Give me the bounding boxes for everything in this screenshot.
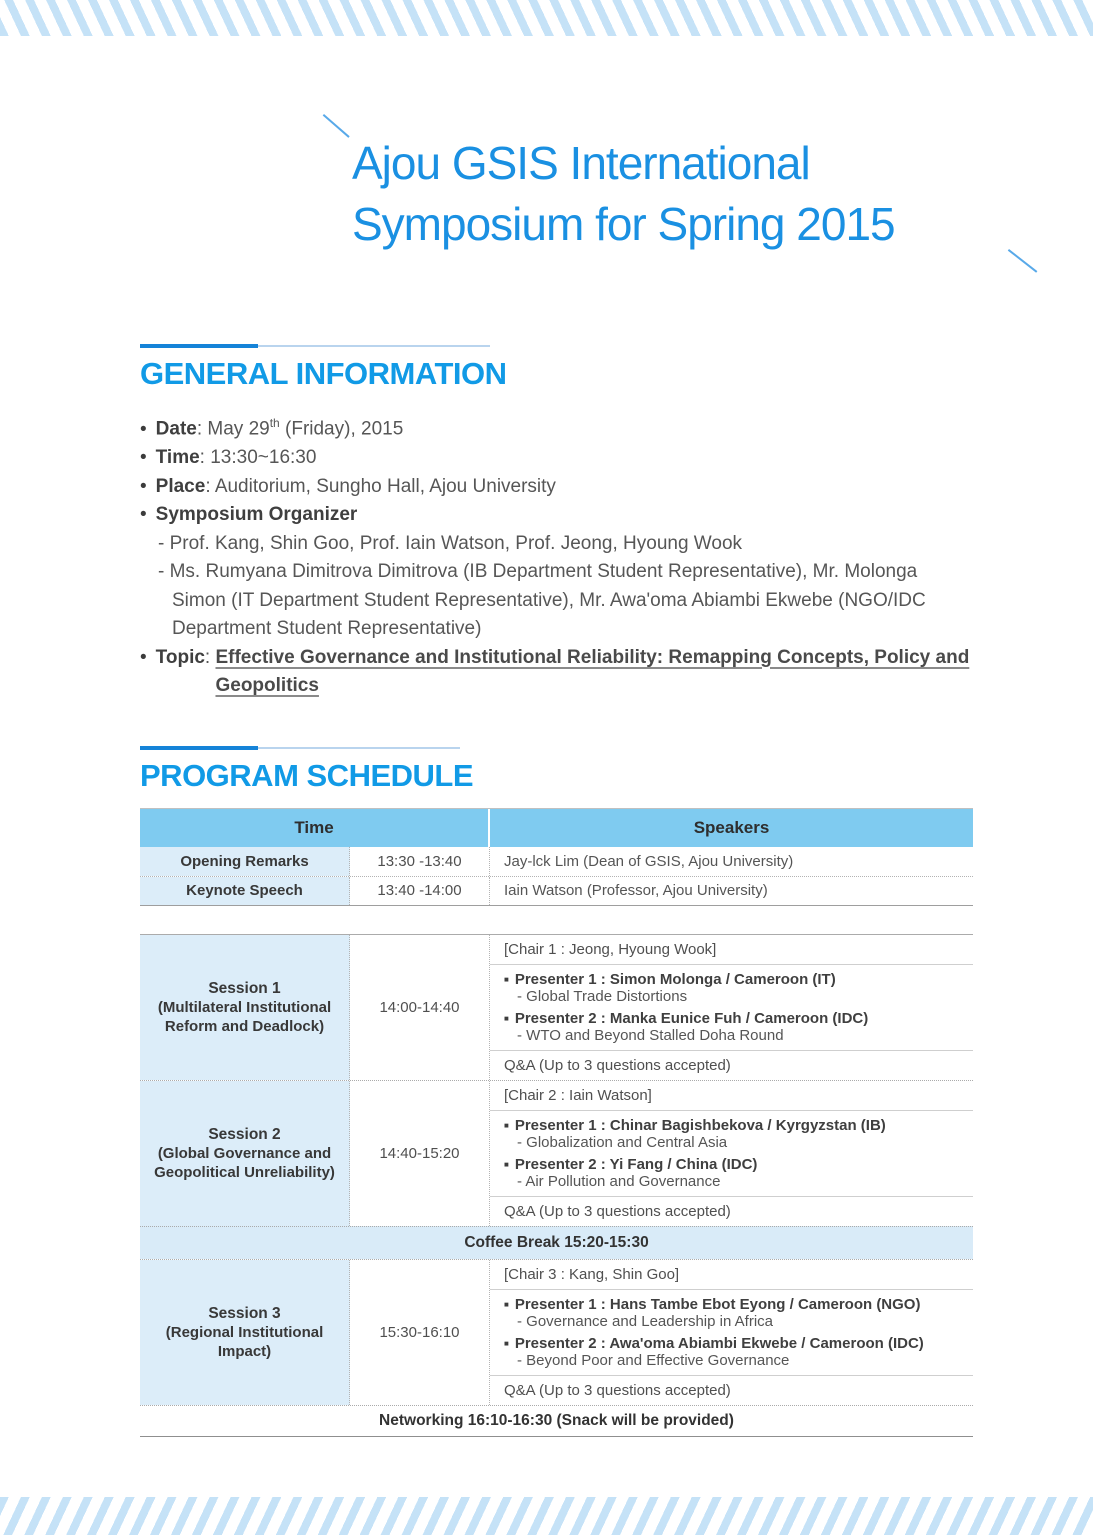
presenter-topic: - Beyond Poor and Effective Governance bbox=[517, 1351, 790, 1369]
qa-row: Q&A (Up to 3 questions accepted) bbox=[504, 1056, 731, 1074]
presenter-title: ■ Presenter 2 : Awa'oma Abiambi Ekwebe / Cameroon (IDC) bbox=[504, 1335, 959, 1352]
presenter-title: ■ Presenter 1 : Simon Molonga / Cameroon (IT) bbox=[504, 971, 959, 988]
chair-row: [Chair 1 : Jeong, Hyoung Wook] bbox=[490, 935, 973, 965]
general-info-list bbox=[140, 409, 973, 700]
time-label: Time bbox=[155, 447, 200, 469]
session-name: Session 1 bbox=[208, 979, 281, 997]
topic-separator: : bbox=[204, 646, 216, 668]
presenters-row bbox=[490, 1290, 973, 1376]
session-subtitle: (Multilateral Institutional Reform and Deadlock) bbox=[157, 998, 332, 1035]
organizer-entry: - Prof. Kang, Shin Goo, Prof. Iain Watson, Prof. Jeong, Hyoung Wook bbox=[158, 532, 743, 554]
rule-light-segment bbox=[258, 747, 460, 749]
presenter-topic: - Governance and Leadership in Africa bbox=[517, 1312, 773, 1330]
general-info-rule bbox=[140, 344, 973, 348]
presenter-title: ■ Presenter 2 : Yi Fang / China (IDC) bbox=[504, 1156, 959, 1173]
networking-row: Networking 16:10-16:30 (Snack will be provided) bbox=[140, 1405, 973, 1436]
session-label bbox=[140, 1081, 350, 1226]
page-title-line1: Ajou GSIS International bbox=[352, 137, 810, 189]
place-label: Place bbox=[155, 475, 206, 497]
topic-lead bbox=[140, 644, 215, 701]
time-line bbox=[140, 444, 973, 473]
date-superscript: th bbox=[269, 416, 280, 431]
presenter-topic: - WTO and Beyond Stalled Doha Round bbox=[517, 1026, 784, 1044]
presenter-title: ■ Presenter 1 : Hans Tambe Ebot Eyong / Cameroon (NGO) bbox=[504, 1296, 959, 1313]
row-label: Opening Remarks bbox=[140, 847, 350, 876]
content-column bbox=[140, 344, 973, 1437]
page-title-line2: Symposium for Spring 2015 bbox=[352, 198, 895, 250]
rule-dark-segment bbox=[140, 746, 258, 750]
organizer-line bbox=[140, 501, 973, 530]
title-slash-icon bbox=[1008, 249, 1038, 273]
date-label: Date bbox=[155, 418, 197, 440]
presenter-entry bbox=[504, 1335, 959, 1369]
session-block-1 bbox=[140, 935, 973, 1080]
date-value-pre: : May 29 bbox=[196, 418, 270, 440]
program-schedule-rule bbox=[140, 746, 973, 750]
presenter-topic: - Air Pollution and Governance bbox=[517, 1172, 721, 1190]
presenter-title: ■ Presenter 1 : Chinar Bagishbekova / Kyrgyzstan (IB) bbox=[504, 1117, 959, 1134]
table-row bbox=[140, 847, 973, 876]
organizer-label: Symposium Organizer bbox=[155, 504, 358, 526]
intro-table-header bbox=[140, 809, 973, 847]
session-body bbox=[490, 935, 973, 1080]
presenter-topic: - Global Trade Distortions bbox=[517, 987, 688, 1005]
topic-value: Effective Governance and Institutional Reliability: Remapping Concepts, Policy and Geopolitics bbox=[215, 646, 970, 697]
time-value: : 13:30~16:30 bbox=[199, 447, 317, 469]
row-time: 13:40 -14:00 bbox=[350, 877, 490, 905]
page-title bbox=[352, 133, 895, 255]
session-block-2 bbox=[140, 1080, 973, 1226]
title-slash-icon bbox=[323, 114, 350, 138]
date-value-post: (Friday), 2015 bbox=[279, 418, 404, 440]
presenter-entry bbox=[504, 1010, 959, 1044]
session-label bbox=[140, 935, 350, 1080]
column-header-time: Time bbox=[140, 809, 490, 847]
session-name: Session 3 bbox=[208, 1304, 281, 1322]
presenter-entry bbox=[504, 1117, 959, 1151]
topic-label: Topic bbox=[155, 646, 205, 668]
topic-line bbox=[140, 644, 973, 701]
organizer-entry: - Ms. Rumyana Dimitrova Dimitrova (IB Department Student Representative), Mr. Molonga Simon (IT Department Student Representative), Mr. Awa'oma Abiambi Ekwebe (NGO/IDC Department Student Representative) bbox=[158, 561, 926, 640]
presenters-row bbox=[490, 965, 973, 1051]
chair-row: [Chair 2 : Iain Watson] bbox=[490, 1081, 973, 1111]
chair-row: [Chair 3 : Kang, Shin Goo] bbox=[490, 1260, 973, 1290]
intro-table bbox=[140, 808, 973, 906]
session-body bbox=[490, 1081, 973, 1226]
presenter-topic: - Globalization and Central Asia bbox=[517, 1133, 728, 1151]
session-time: 15:30-16:10 bbox=[350, 1260, 490, 1405]
bottom-stripe-decoration bbox=[0, 1497, 1093, 1535]
column-header-speakers: Speakers bbox=[693, 817, 770, 837]
place-line bbox=[140, 473, 973, 502]
top-stripe-decoration bbox=[0, 0, 1093, 36]
session-label bbox=[140, 1260, 350, 1405]
row-speaker: Iain Watson (Professor, Ajou University) bbox=[504, 882, 768, 900]
session-body bbox=[490, 1260, 973, 1405]
session-time: 14:00-14:40 bbox=[350, 935, 490, 1080]
session-block-3 bbox=[140, 1259, 973, 1405]
table-row bbox=[140, 876, 973, 905]
session-subtitle: (Regional Institutional Impact) bbox=[165, 1323, 324, 1360]
session-table bbox=[140, 934, 973, 1437]
qa-row: Q&A (Up to 3 questions accepted) bbox=[504, 1202, 731, 1220]
row-speaker: Jay-lck Lim (Dean of GSIS, Ajou University) bbox=[504, 852, 794, 870]
program-schedule-heading: PROGRAM SCHEDULE bbox=[140, 757, 474, 793]
rule-light-segment bbox=[258, 345, 490, 347]
presenter-entry bbox=[504, 971, 959, 1005]
coffee-break-row: Coffee Break 15:20-15:30 bbox=[140, 1226, 973, 1259]
session-name: Session 2 bbox=[208, 1125, 281, 1143]
qa-row: Q&A (Up to 3 questions accepted) bbox=[504, 1381, 731, 1399]
rule-dark-segment bbox=[140, 344, 258, 348]
presenter-entry bbox=[504, 1156, 959, 1190]
session-time: 14:40-15:20 bbox=[350, 1081, 490, 1226]
place-value: : Auditorium, Sungho Hall, Ajou University bbox=[205, 475, 556, 497]
presenters-row bbox=[490, 1111, 973, 1197]
presenter-entry bbox=[504, 1296, 959, 1330]
general-info-heading: GENERAL INFORMATION bbox=[140, 356, 507, 391]
row-label: Keynote Speech bbox=[140, 877, 350, 905]
session-subtitle: (Global Governance and Geopolitical Unreliability) bbox=[154, 1144, 335, 1181]
presenter-title: ■ Presenter 2 : Manka Eunice Fuh / Cameroon (IDC) bbox=[504, 1010, 959, 1027]
row-time: 13:30 -13:40 bbox=[350, 847, 490, 876]
date-line bbox=[140, 409, 973, 444]
